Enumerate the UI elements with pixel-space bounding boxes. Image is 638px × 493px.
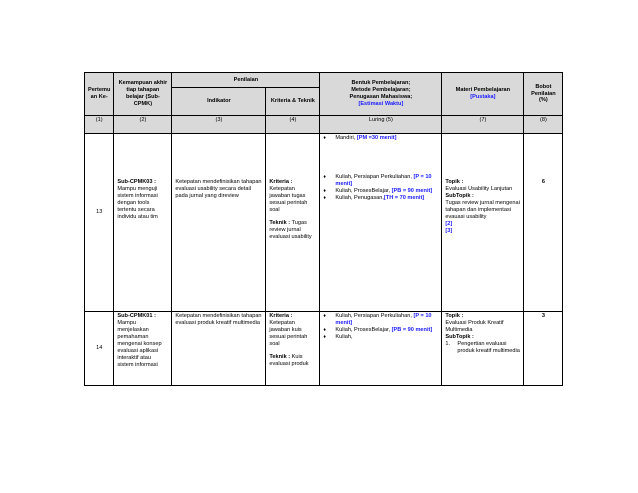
topik-desc: Evaluasi Produk Kreatif Multimedia <box>445 319 504 333</box>
indikator-cell <box>172 134 266 312</box>
topik-desc: Evaluasi Usability Lanjutan <box>445 185 513 192</box>
subcpmk-desc: Mampu menjelaskan pemahaman mengenai konsep evaluasi aplikasi interaktif atau sistem informasi <box>117 319 162 368</box>
indikator-spacer <box>175 135 262 179</box>
bentuk-tag: [PB = 90 menit] <box>391 326 433 333</box>
materi-cell <box>442 312 524 386</box>
kriteria-cell <box>266 312 320 386</box>
header-indikator: Indikator <box>172 88 266 116</box>
teknik-label: Teknik : <box>269 219 291 226</box>
pustaka-ref: [2] <box>445 220 453 227</box>
header-pertemuan: Pertemu an Ke- <box>85 73 114 116</box>
bentuk-tag: [PB = 90 menit] <box>391 187 433 194</box>
indikator-cell <box>172 312 266 386</box>
kriteria-label: Kriteria : <box>269 179 293 185</box>
list-item <box>445 341 520 355</box>
header-bentuk-line-3: Penugasan Mahasiswa; <box>349 94 413 100</box>
bentuk-text: Kuliah, ProsesBelajar, <box>335 326 392 333</box>
bentuk-list <box>323 313 438 341</box>
header-materi-label: Materi Pembelajaran <box>455 87 511 94</box>
colnum-1: (1) <box>85 116 114 134</box>
week-number: 14 <box>85 312 114 386</box>
list-item <box>323 334 438 341</box>
header-materi-pustaka: [Pustaka] <box>470 94 496 100</box>
bentuk-cell <box>320 312 442 386</box>
kriteria-desc: Ketepatan jawaban kuis sesuai perintah soal <box>269 319 308 347</box>
subcpmk-title: Sub-CPMK01 : <box>117 313 156 319</box>
subtopik-label: SubTopik : <box>445 192 474 199</box>
bobot-value: 6 <box>541 179 545 185</box>
subtopik-list <box>445 341 520 355</box>
bobot-cell <box>524 134 563 312</box>
kriteria-label: Kriteria : <box>269 313 293 319</box>
bentuk-text: Kuliah, <box>335 333 353 340</box>
kriteria-spacer <box>269 135 316 179</box>
table-row-week-13 <box>85 134 563 312</box>
bentuk-text: Kuliah, Persiapan Perkuliahan, <box>335 313 414 319</box>
subcpmk-cell <box>114 134 172 312</box>
list-item <box>323 135 438 142</box>
materi-cell <box>442 134 524 312</box>
bobot-spacer <box>527 135 559 179</box>
header-bobot: Bobot Penilaian (%) <box>524 73 563 116</box>
bentuk-list <box>323 174 438 202</box>
materi-spacer <box>445 135 520 179</box>
list-item <box>323 174 438 188</box>
subcpmk-title: Sub-CPMK03 : <box>117 179 156 185</box>
subcpmk-cell <box>114 312 172 386</box>
bentuk-tag: [P = 10 menit] <box>335 313 432 326</box>
teknik-desc: Kuis evaluasi produk <box>269 353 309 367</box>
teknik-line <box>269 354 316 368</box>
header-bentuk-estimasi: [Estimasi Waktu] <box>358 100 404 107</box>
continuation-tag: [PM =30 menit] <box>356 135 397 141</box>
table-row-week-14 <box>85 312 563 386</box>
subcpmk-spacer <box>117 135 168 179</box>
list-item <box>323 195 438 202</box>
bobot-cell <box>524 312 563 386</box>
indikator-text: Ketepatan mendefinisikan tahapan evaluasi usability secara detail pada jurnal yang direview <box>175 179 262 199</box>
bentuk-tag: [TH = 70 menit] <box>383 194 425 201</box>
bentuk-tag: [P = 10 menit] <box>335 173 432 187</box>
colnum-4: (4) <box>266 116 320 134</box>
bentuk-text: Kuliah, Persiapan Perkuliahan, <box>335 173 414 180</box>
teknik-line <box>269 220 316 241</box>
bentuk-text: Kuliah, ProsesBelajar, <box>335 187 392 194</box>
topik-label: Topik : <box>445 313 464 319</box>
topik-label: Topik : <box>445 179 464 185</box>
colnum-5: Luring (5) <box>320 116 442 134</box>
header-kriteria: Kriteria & Teknik <box>266 88 320 116</box>
bentuk-cell <box>320 134 442 312</box>
bentuk-spacer <box>323 142 438 174</box>
colnum-2: (2) <box>114 116 172 134</box>
header-bentuk-line-1: Bentuk Pembelajaran; <box>351 80 411 87</box>
colnum-7: (7) <box>442 116 524 134</box>
teknik-label: Teknik : <box>269 353 291 360</box>
header-bentuk <box>320 73 442 116</box>
pustaka-ref: [3] <box>445 227 453 234</box>
subtopik-text: Pengertian evaluasi produk kreatif multimedia <box>457 340 520 354</box>
header-materi <box>442 73 524 116</box>
continuation-list <box>323 135 438 142</box>
kriteria-cell <box>266 134 320 312</box>
subtopik-label: SubTopik : <box>445 333 474 340</box>
bobot-value: 3 <box>541 313 545 319</box>
column-number-row <box>85 116 563 134</box>
header-kemampuan: Kemampuan akhir tiap tahapan belajar (Sub-CPMK) <box>114 73 172 116</box>
colnum-8: (8) <box>524 116 563 134</box>
header-penilaian: Penilaian <box>172 73 320 88</box>
continuation-text: Mandiri, <box>335 135 357 141</box>
bentuk-text: Kuliah, Penugasan, <box>335 194 384 201</box>
header-row-1 <box>85 73 563 88</box>
list-item <box>323 313 438 327</box>
subcpmk-desc: Mampu menguji sistem informasi dengan tools tertentu secara individu atau tim <box>117 185 158 220</box>
colnum-3: (3) <box>172 116 266 134</box>
subtopik-desc: Tugas review jurnal mengenai tahapan dan implementasi evauasi usability <box>445 199 520 220</box>
week-number: 13 <box>85 134 114 312</box>
list-item <box>323 327 438 334</box>
teknik-desc: Tugas review jurnal evaluasi usability <box>269 219 312 240</box>
rps-table <box>84 72 563 386</box>
kriteria-desc: Ketepatan jawaban tugas sesuai perintah soal <box>269 185 308 213</box>
list-item <box>323 188 438 195</box>
header-bentuk-line-2: Metode Pembelajaran; <box>351 87 411 94</box>
indikator-text: Ketepatan mendefinisikan tahapan evaluasi produk kreatif multimedia <box>175 313 262 326</box>
subtopik-number: 1. <box>445 340 451 347</box>
